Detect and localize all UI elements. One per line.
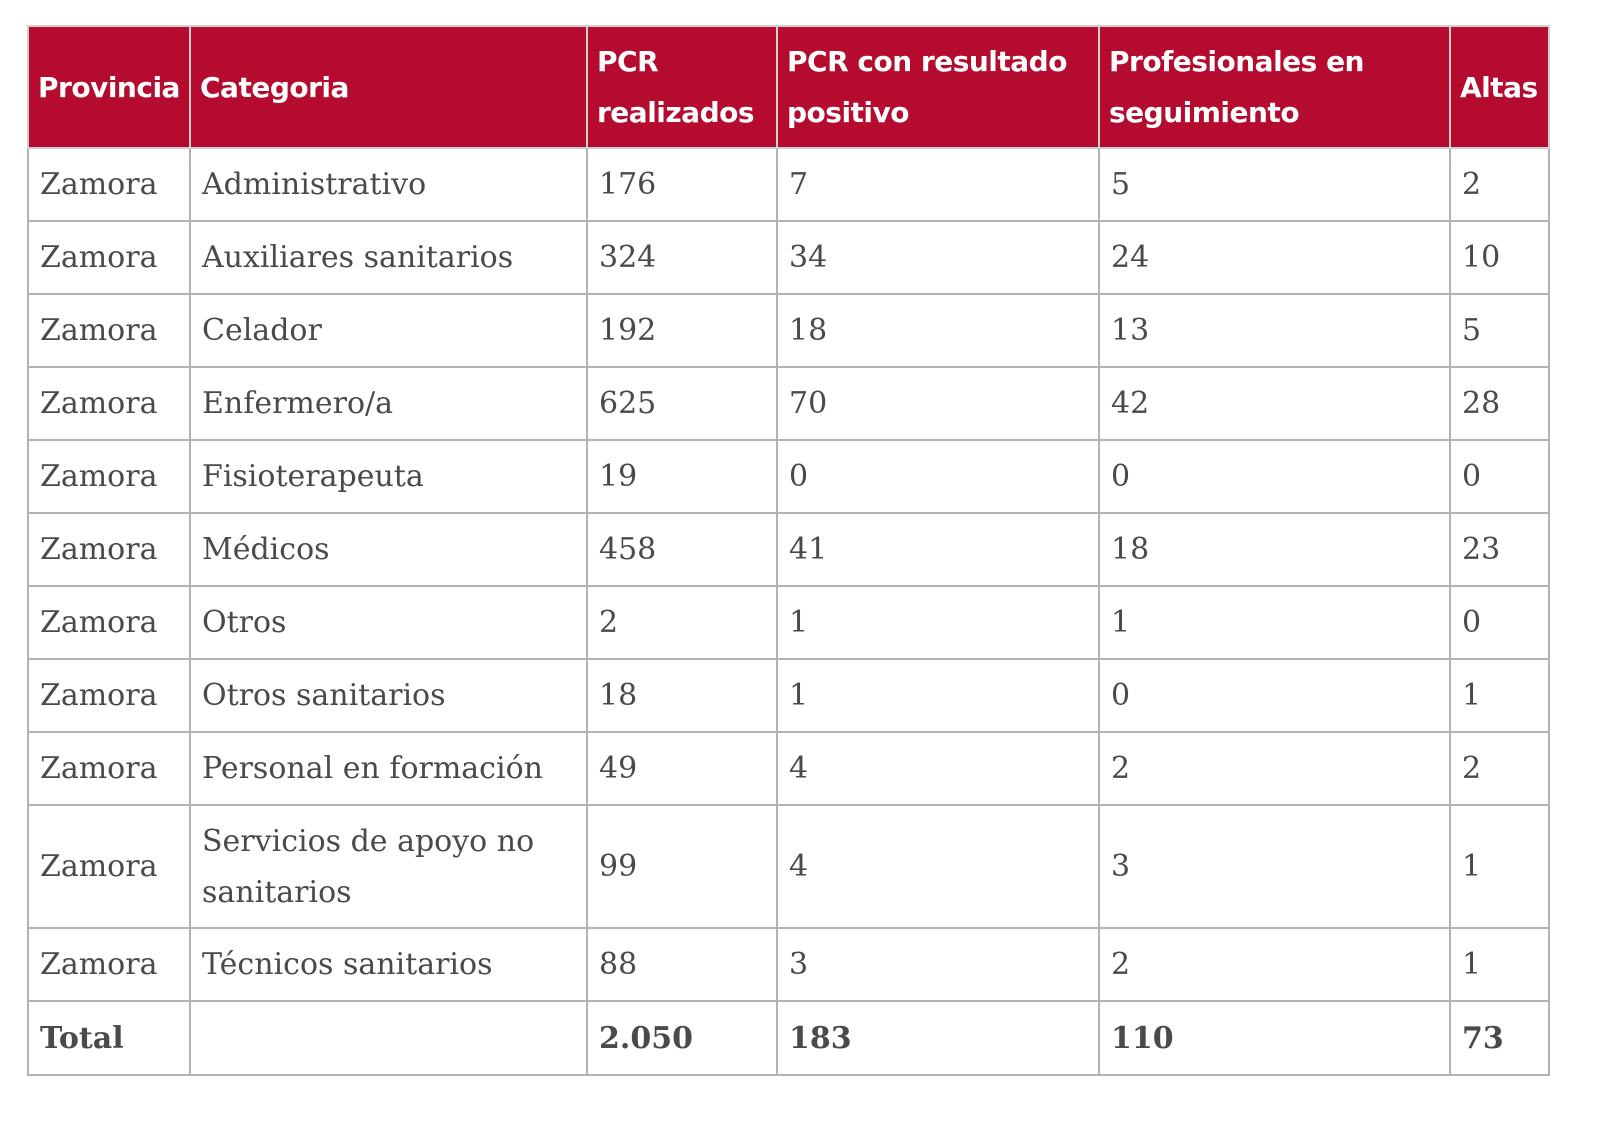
table-row bbox=[28, 148, 1549, 221]
cell-provincia: Zamora bbox=[28, 805, 190, 928]
cell-pcr-realizados: 458 bbox=[587, 513, 777, 586]
cell-categoria: Enfermero/a bbox=[190, 367, 587, 440]
table-row bbox=[28, 513, 1549, 586]
cell-profesionales-seguimiento: 0 bbox=[1099, 659, 1450, 732]
cell-pcr-realizados: 88 bbox=[587, 928, 777, 1001]
total-pcr-realizados: 2.050 bbox=[587, 1001, 777, 1075]
total-altas: 73 bbox=[1450, 1001, 1549, 1075]
total-label: Total bbox=[28, 1001, 190, 1075]
cell-altas: 2 bbox=[1450, 148, 1549, 221]
cell-provincia: Zamora bbox=[28, 148, 190, 221]
cell-provincia: Zamora bbox=[28, 440, 190, 513]
total-row bbox=[28, 1001, 1549, 1075]
cell-pcr-realizados: 18 bbox=[587, 659, 777, 732]
cell-pcr-positivo: 18 bbox=[777, 294, 1099, 367]
cell-profesionales-seguimiento: 0 bbox=[1099, 440, 1450, 513]
cell-provincia: Zamora bbox=[28, 586, 190, 659]
cell-pcr-positivo: 1 bbox=[777, 586, 1099, 659]
header-categoria: Categoria bbox=[190, 26, 587, 148]
cell-provincia: Zamora bbox=[28, 928, 190, 1001]
cell-profesionales-seguimiento: 24 bbox=[1099, 221, 1450, 294]
table-row bbox=[28, 928, 1549, 1001]
table-row bbox=[28, 805, 1549, 928]
cell-altas: 0 bbox=[1450, 440, 1549, 513]
cell-pcr-realizados: 49 bbox=[587, 732, 777, 805]
cell-altas: 23 bbox=[1450, 513, 1549, 586]
cell-pcr-realizados: 19 bbox=[587, 440, 777, 513]
cell-provincia: Zamora bbox=[28, 221, 190, 294]
header-provincia: Provincia bbox=[28, 26, 190, 148]
cell-pcr-positivo: 4 bbox=[777, 732, 1099, 805]
cell-pcr-positivo: 4 bbox=[777, 805, 1099, 928]
cell-profesionales-seguimiento: 13 bbox=[1099, 294, 1450, 367]
table-row bbox=[28, 221, 1549, 294]
cell-pcr-realizados: 176 bbox=[587, 148, 777, 221]
cell-altas: 10 bbox=[1450, 221, 1549, 294]
cell-pcr-realizados: 625 bbox=[587, 367, 777, 440]
total-pcr-positivo: 183 bbox=[777, 1001, 1099, 1075]
cell-pcr-positivo: 70 bbox=[777, 367, 1099, 440]
cell-pcr-positivo: 1 bbox=[777, 659, 1099, 732]
cell-profesionales-seguimiento: 1 bbox=[1099, 586, 1450, 659]
cell-profesionales-seguimiento: 18 bbox=[1099, 513, 1450, 586]
cell-pcr-realizados: 2 bbox=[587, 586, 777, 659]
total-profesionales-seguimiento: 110 bbox=[1099, 1001, 1450, 1075]
cell-profesionales-seguimiento: 2 bbox=[1099, 732, 1450, 805]
cell-categoria: Fisioterapeuta bbox=[190, 440, 587, 513]
cell-altas: 5 bbox=[1450, 294, 1549, 367]
cell-provincia: Zamora bbox=[28, 732, 190, 805]
cell-pcr-realizados: 324 bbox=[587, 221, 777, 294]
cell-provincia: Zamora bbox=[28, 659, 190, 732]
cell-provincia: Zamora bbox=[28, 513, 190, 586]
cell-categoria: Médicos bbox=[190, 513, 587, 586]
cell-altas: 2 bbox=[1450, 732, 1549, 805]
cell-categoria: Auxiliares sanitarios bbox=[190, 221, 587, 294]
header-profesionales-seguimiento: Profesionales en seguimiento bbox=[1099, 26, 1450, 148]
cell-categoria: Celador bbox=[190, 294, 587, 367]
table-row bbox=[28, 440, 1549, 513]
cell-altas: 1 bbox=[1450, 928, 1549, 1001]
cell-categoria: Otros sanitarios bbox=[190, 659, 587, 732]
table-row bbox=[28, 294, 1549, 367]
cell-profesionales-seguimiento: 5 bbox=[1099, 148, 1450, 221]
header-altas: Altas bbox=[1450, 26, 1549, 148]
cell-altas: 28 bbox=[1450, 367, 1549, 440]
cell-categoria: Personal en formación bbox=[190, 732, 587, 805]
cell-altas: 1 bbox=[1450, 805, 1549, 928]
table-header-row bbox=[28, 26, 1549, 148]
cell-provincia: Zamora bbox=[28, 367, 190, 440]
cell-provincia: Zamora bbox=[28, 294, 190, 367]
cell-pcr-positivo: 7 bbox=[777, 148, 1099, 221]
cell-categoria: Servicios de apoyo no sanitarios bbox=[190, 805, 587, 928]
cell-pcr-positivo: 3 bbox=[777, 928, 1099, 1001]
cell-categoria: Otros bbox=[190, 586, 587, 659]
cell-categoria: Técnicos sanitarios bbox=[190, 928, 587, 1001]
cell-profesionales-seguimiento: 42 bbox=[1099, 367, 1450, 440]
cell-pcr-realizados: 192 bbox=[587, 294, 777, 367]
cell-profesionales-seguimiento: 3 bbox=[1099, 805, 1450, 928]
cell-categoria: Administrativo bbox=[190, 148, 587, 221]
cell-pcr-positivo: 41 bbox=[777, 513, 1099, 586]
cell-pcr-positivo: 0 bbox=[777, 440, 1099, 513]
table-row bbox=[28, 586, 1549, 659]
cell-pcr-positivo: 34 bbox=[777, 221, 1099, 294]
table-row bbox=[28, 367, 1549, 440]
table-row bbox=[28, 732, 1549, 805]
cell-pcr-realizados: 99 bbox=[587, 805, 777, 928]
header-pcr-realizados: PCR realizados bbox=[587, 26, 777, 148]
header-pcr-positivo: PCR con resultado positivo bbox=[777, 26, 1099, 148]
pcr-professionals-table bbox=[27, 25, 1550, 1076]
cell-profesionales-seguimiento: 2 bbox=[1099, 928, 1450, 1001]
table-row bbox=[28, 659, 1549, 732]
cell-altas: 1 bbox=[1450, 659, 1549, 732]
cell-altas: 0 bbox=[1450, 586, 1549, 659]
total-categoria bbox=[190, 1001, 587, 1075]
